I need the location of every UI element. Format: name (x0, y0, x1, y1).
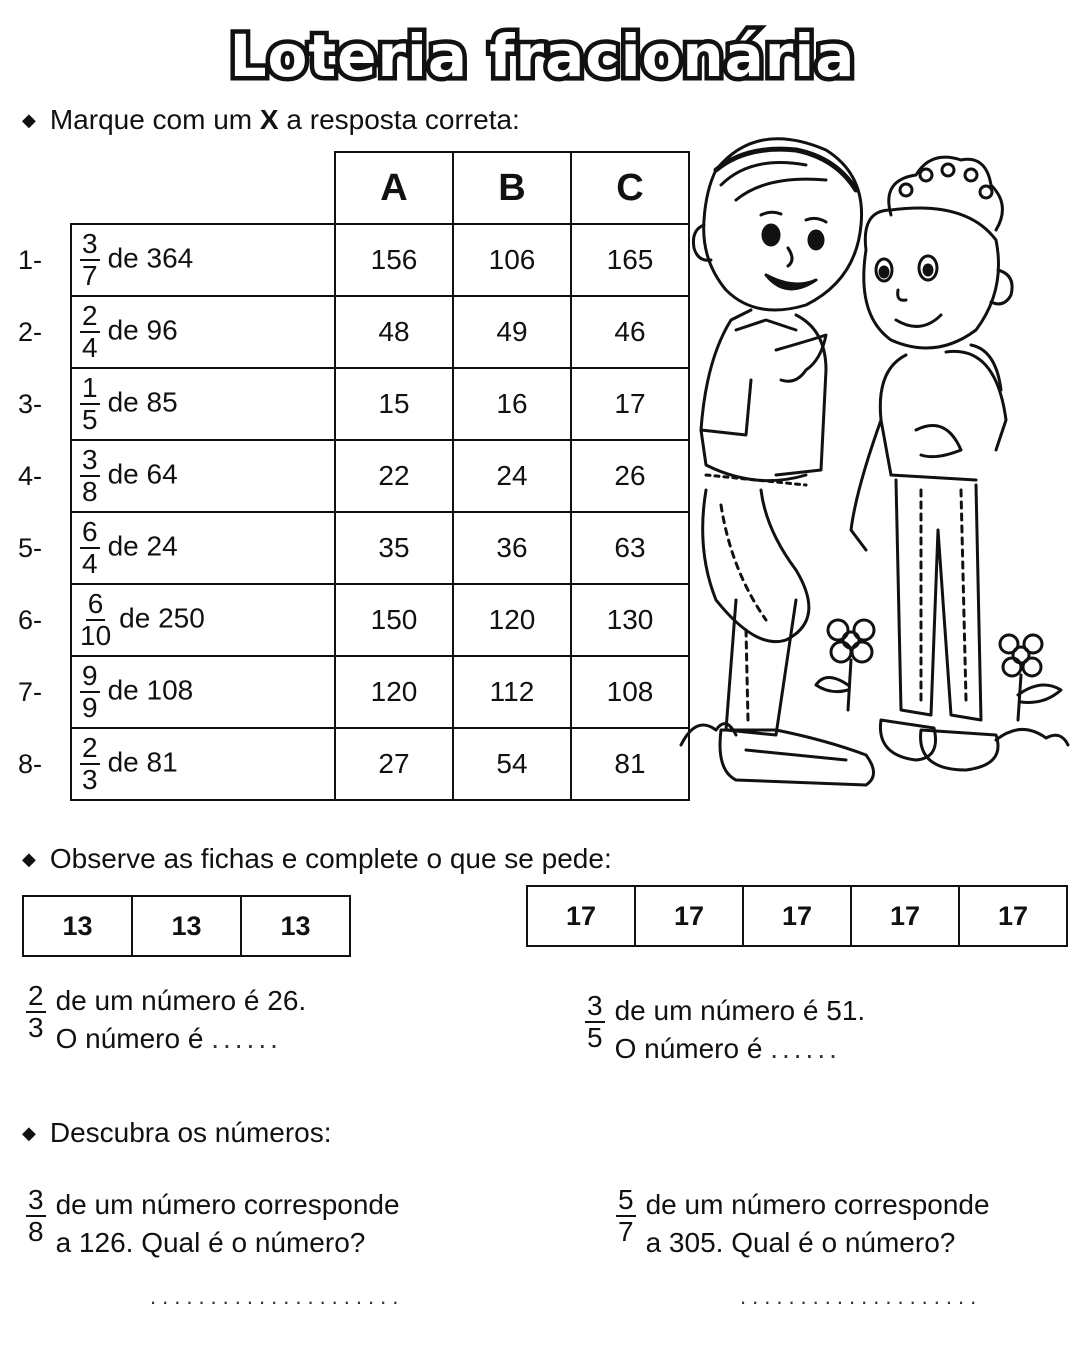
table-row (18, 440, 689, 512)
table-row (18, 296, 689, 368)
chip: 17 (997, 900, 1029, 931)
option-a-cell[interactable]: 22 (335, 440, 453, 512)
fraction-expression: $\frac{6}{4}$ de 24 (71, 512, 335, 584)
option-c-cell[interactable]: 26 (571, 440, 689, 512)
option-c-cell[interactable]: 63 (571, 512, 689, 584)
row-label: 2- (18, 316, 43, 347)
diamond-bullet-icon: ◆ (22, 1123, 36, 1143)
row-label: 4- (18, 460, 43, 491)
fraction: $\frac{3}{5}$ (587, 990, 603, 1053)
option-a-cell[interactable]: 120 (335, 656, 453, 728)
instruction-observe (22, 843, 612, 875)
option-c-cell[interactable]: 165 (571, 224, 689, 296)
problem-text: de um número corresponde (55, 1189, 400, 1220)
chips-left (22, 895, 351, 957)
fraction: $\frac{1}{5}$ (82, 372, 98, 435)
discover-left (26, 1186, 400, 1262)
fraction: $\frac{9}{9}$ (82, 660, 98, 723)
row-label: 3- (18, 388, 43, 419)
answer-blank[interactable]: .................... (740, 1284, 983, 1309)
option-c-cell[interactable]: 81 (571, 728, 689, 800)
row-label: 7- (18, 676, 43, 707)
left-boy-figure (693, 139, 873, 785)
instruction-text: Descubra os números: (49, 1117, 332, 1148)
chip: 17 (636, 887, 744, 945)
option-c-cell[interactable]: 17 (571, 368, 689, 440)
table-row (18, 224, 689, 296)
fraction: $\frac{2}{3}$ (28, 980, 44, 1043)
fraction-expression: $\frac{3}{7}$ de 364 (71, 224, 335, 296)
table-row (18, 584, 689, 656)
problem-left (26, 982, 306, 1058)
option-a-cell[interactable]: 48 (335, 296, 453, 368)
problem-text: a 126. Qual é o número? (55, 1227, 366, 1258)
row-label: 5- (18, 532, 43, 563)
table-row (18, 656, 689, 728)
instruction-text-end: a resposta correta: (278, 104, 520, 135)
problem-text: de um número é 51. (614, 995, 866, 1026)
table-row (18, 368, 689, 440)
fraction: $\frac{3}{8}$ (82, 444, 98, 507)
column-header-c: C (571, 152, 689, 224)
discover-right (616, 1186, 990, 1262)
option-b-cell[interactable]: 120 (453, 584, 571, 656)
lottery-table (18, 151, 690, 801)
row-label: 8- (18, 748, 43, 779)
fraction-expression: $\frac{3}{8}$ de 64 (71, 440, 335, 512)
instruction-mark-x (22, 104, 520, 136)
problem-text: a 305. Qual é o número? (645, 1227, 956, 1258)
instruction-discover (22, 1117, 332, 1149)
table-header-row (18, 152, 689, 224)
boys-illustration (676, 130, 1071, 800)
table-row (18, 728, 689, 800)
answer-blank[interactable]: ..................... (150, 1284, 405, 1309)
instruction-text: Marque com um (49, 104, 260, 135)
option-c-cell[interactable]: 46 (571, 296, 689, 368)
chip: 17 (852, 887, 960, 945)
instruction-mark: X (259, 104, 279, 135)
row-label: 6- (18, 604, 43, 635)
option-a-cell[interactable]: 35 (335, 512, 453, 584)
fraction: $\frac{5}{7}$ (618, 1184, 634, 1247)
chip: 17 (528, 887, 636, 945)
fraction: $\frac{3}{7}$ (82, 228, 98, 291)
option-a-cell[interactable]: 156 (335, 224, 453, 296)
problem-right (585, 992, 865, 1068)
fraction: $\frac{6}{10}$ (80, 588, 112, 651)
answer-blank[interactable]: ...... (770, 1033, 841, 1064)
column-header-a: A (335, 152, 453, 224)
chips-right (526, 885, 1068, 947)
option-a-cell[interactable]: 27 (335, 728, 453, 800)
table-row (18, 512, 689, 584)
row-label: 1- (18, 244, 43, 275)
chip: 17 (744, 887, 852, 945)
chip: 13 (133, 897, 242, 955)
answer-blank[interactable]: ...... (211, 1023, 282, 1054)
fraction-expression: $\frac{1}{5}$ de 85 (71, 368, 335, 440)
problem-text: de um número corresponde (645, 1189, 990, 1220)
page-title: Loteria fracionária (229, 22, 856, 90)
diamond-bullet-icon: ◆ (22, 849, 36, 869)
option-c-cell[interactable]: 108 (571, 656, 689, 728)
option-b-cell[interactable]: 54 (453, 728, 571, 800)
chip: 13 (24, 897, 133, 955)
fraction-expression: $\frac{2}{4}$ de 96 (71, 296, 335, 368)
right-boy-figure (851, 157, 1012, 770)
diamond-bullet-icon: ◆ (22, 110, 36, 130)
option-a-cell[interactable]: 15 (335, 368, 453, 440)
option-b-cell[interactable]: 24 (453, 440, 571, 512)
option-b-cell[interactable]: 106 (453, 224, 571, 296)
fraction-expression: $\frac{9}{9}$ de 108 (71, 656, 335, 728)
fraction: $\frac{2}{3}$ (82, 732, 98, 795)
problem-answer-line[interactable]: O número é ...... (614, 1033, 841, 1064)
option-c-cell[interactable]: 130 (571, 584, 689, 656)
option-b-cell[interactable]: 36 (453, 512, 571, 584)
option-b-cell[interactable]: 49 (453, 296, 571, 368)
chip: 13 (280, 910, 311, 941)
problem-text: de um número é 26. (55, 985, 307, 1016)
column-header-b: B (453, 152, 571, 224)
problem-answer-line[interactable]: O número é ...... (55, 1023, 282, 1054)
fraction: $\frac{3}{8}$ (28, 1184, 44, 1247)
fraction: $\frac{6}{4}$ (82, 516, 98, 579)
option-b-cell[interactable]: 112 (453, 656, 571, 728)
fraction: $\frac{2}{4}$ (82, 300, 98, 363)
flower-decoration (681, 620, 1068, 745)
option-b-cell[interactable]: 16 (453, 368, 571, 440)
option-a-cell[interactable]: 150 (335, 584, 453, 656)
fraction-expression: $\frac{6}{10}$ de 250 (71, 584, 335, 656)
fraction-expression: $\frac{2}{3}$ de 81 (71, 728, 335, 800)
instruction-text: Observe as fichas e complete o que se pede: (49, 843, 612, 874)
